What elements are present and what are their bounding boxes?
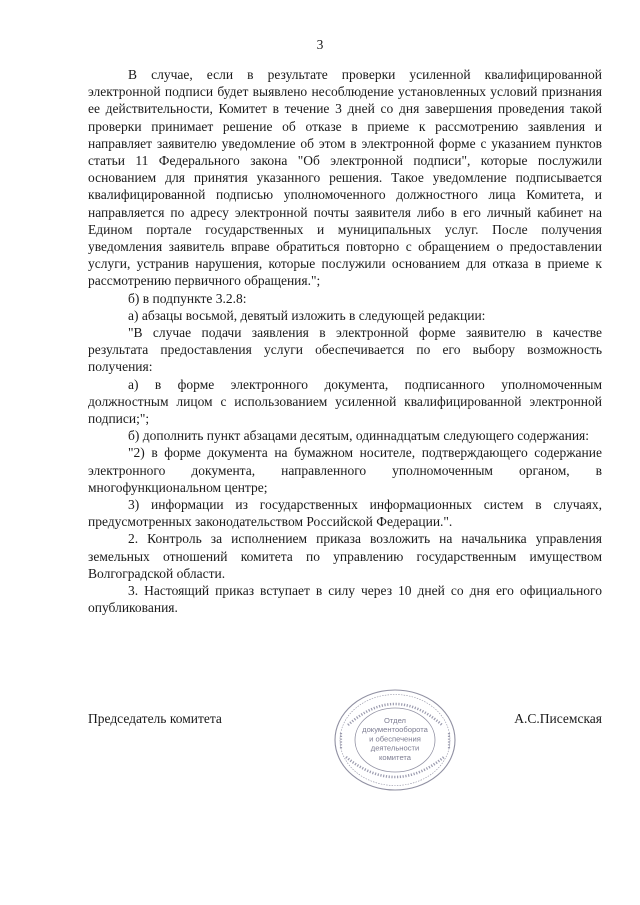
paragraph-option-b: б) дополнить пункт абзацами десятым, одиннадцатым следующего содержания: — [128, 428, 590, 444]
stamp-text-line: документооборота — [362, 725, 428, 735]
stamp-text-line: комитета — [378, 752, 412, 762]
signatory-name: А.С.Писемская — [514, 711, 602, 726]
paragraph-notice-refusal: В случае, если в результате проверки усиленной квалифицированной электронной подписи будет выявлено несоблюдение установленных условий признания ее действительности, Комитет в течение 3 дней со дня завершения проведения такой проверки принимает решение об отказе в приеме к рассмотрению заявления и направляет заявителю уведомление об этом в электронной форме с указанием пунктов статьи 11 Федерального закона "Об электронной подписи", которые послужили основанием для принятия указанного решения. Такое уведомление подписывается квалифицированной подписью уполномоченного должностного лица Комитета, и направляется по адресу электронной почты заявителя либо в его личный кабинет на Едином портале государственных и муниципальных услуг. После получения уведомления заявитель вправе обратиться повторно с обращением о предоставлении услуги, устранив нарушения, которые послужили основанием для отказа в приеме к рассмотрению первичного обращения."; — [88, 67, 602, 289]
stamp-text-line: Отдел — [384, 716, 406, 725]
paragraph-subitem-a: а) абзацы восьмой, девятый изложить в следующей редакции: — [128, 307, 486, 323]
document-body — [88, 66, 602, 617]
signatory-position: Председатель комитета — [88, 711, 222, 726]
paragraph-control: 2. Контроль за исполнением приказа возложить на начальника управления земельных отношений комитета по управлению государственным имуществом Волгоградской области. — [88, 531, 602, 581]
seal-stamp — [330, 685, 460, 795]
svg-text:Отделдокументооборотаи обеспеч — [362, 716, 428, 762]
paragraph-electronic-form: "В случае подачи заявления в электронной форме заявителю в качестве результата предоставления услуги обеспечивается по его выбору возможность получения: — [88, 325, 602, 375]
paragraph-option-a: а) в форме электронного документа, подписанного уполномоченным должностным лицом с использованием усиленной квалифицированной электронной подписи;"; — [88, 376, 602, 427]
paragraph-subitem-b: б) в подпункте 3.2.8: — [128, 290, 247, 306]
paragraph-effective-date: 3. Настоящий приказ вступает в силу через 10 дней со дня его официального опубликования. — [88, 583, 602, 616]
paragraph-option-3: 3) информации из государственных информационных систем в случаях, предусмотренных законодательством Российской Федерации.". — [88, 497, 602, 530]
stamp-text-line: и обеспечения — [369, 734, 421, 744]
page-number: 3 — [316, 37, 324, 52]
stamp-text-line: деятельности — [370, 743, 420, 753]
paragraph-option-2: "2) в форме документа на бумажном носителе, подтверждающего содержание электронного документа, направленного уполномоченным органом, в многофункциональном центре; — [88, 445, 602, 495]
